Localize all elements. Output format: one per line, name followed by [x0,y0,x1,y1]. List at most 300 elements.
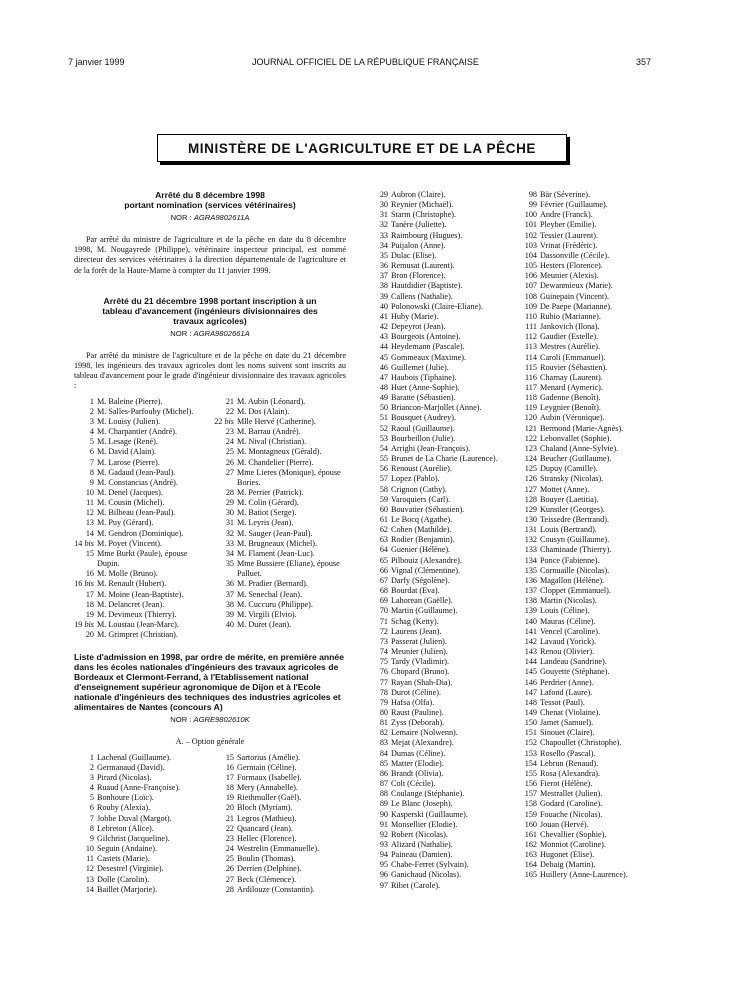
item-name: Aubin (Véronique). [540,413,605,423]
list-item [517,586,667,596]
list-item [74,600,206,610]
item-name: Février (Guillaume). [540,200,608,210]
list-item [74,508,206,518]
item-name: Seguin (Andaine). [97,844,158,854]
list-item [517,281,667,291]
item-name: Mejat (Alexandre). [391,738,454,748]
item-number: 146 [524,677,537,687]
list-item [517,830,667,840]
list-item [517,505,667,515]
item-number: 164 [524,860,537,870]
list-item [368,627,508,637]
list-item [214,518,346,528]
item-name: Heydemann (Pascale). [391,342,465,352]
item-name: Guinepain (Vincent). [540,291,610,301]
item-name: M. Gendron (Dominique). [97,528,184,538]
list-item [517,850,667,860]
item-number: 36 [379,261,388,271]
list-item [214,834,346,844]
item-name: Raoul (Guillaume). [391,423,455,433]
item-name: M. Louisy (Julien). [97,416,161,426]
list-item [517,342,667,352]
item-number: 13 [85,518,94,528]
item-number: 30 [379,200,388,210]
list-item [74,875,206,885]
list-item [517,556,667,566]
item-name: Perdrier (Anne). [540,677,594,687]
left-column [74,190,346,895]
item-name: Coulange (Stéphanie). [391,789,465,799]
item-number: 44 [379,342,388,352]
arrete1-title-line2: portant nomination (services vétérinaires) [124,200,296,210]
item-name: Vrinat (Frédéric). [540,240,598,250]
middle-column [368,190,508,891]
item-name: Gilchrist (Jacqueline). [97,833,170,843]
item-number: 101 [524,220,537,230]
list-item [368,403,508,413]
item-name: Cornuaille (Nicolas). [540,565,610,575]
list-item [368,292,508,302]
list-item [368,566,508,576]
list-item [368,332,508,342]
item-number: 45 [379,352,388,362]
item-number: 99 [528,200,537,210]
list-item [517,810,667,820]
list-item [368,353,508,363]
item-number: 74 [379,647,388,657]
item-number: 38 [379,281,388,291]
item-number: 95 [379,860,388,870]
item-number: 50 [379,403,388,413]
item-number: 92 [379,829,388,839]
item-name: M. Montagneux (Gérald). [237,447,322,457]
list-item [517,332,667,342]
item-number: 25 [225,854,234,864]
list-item [517,749,667,759]
item-name: Chaminade (Thierry). [540,545,612,555]
item-number: 154 [524,758,537,768]
list-item [368,728,508,738]
list-item [368,698,508,708]
list-item [368,779,508,789]
item-number: 108 [524,291,537,301]
item-name: M. Cuccuru (Philippe). [237,599,313,609]
list-item [368,840,508,850]
item-name: Le Blanc (Joseph). [391,799,453,809]
list-item [74,814,206,824]
item-number: 28 [225,884,234,894]
item-name: Ribet (Carole). [391,880,441,890]
item-name: Bouvatier (Sébastien). [391,504,465,514]
item-name: Mme Bussiere (Eliane), épouse Palluet. [237,559,340,579]
item-number: 66 [379,565,388,575]
header-date: 7 janvier 1999 [68,57,125,67]
list-item [368,738,508,748]
item-name: Hesters (Florence). [540,261,603,271]
item-name: Hellec (Florence). [237,833,297,843]
item-number: 137 [524,586,537,596]
list-item [214,579,346,589]
item-number: 82 [379,728,388,738]
arrete1-title-line1: Arrêté du 8 décembre 1998 [155,190,265,200]
list-item [368,434,508,444]
list-item [74,803,206,813]
nor-code: AGRA9802611A [193,213,250,222]
item-number: 37 [379,271,388,281]
item-number: 90 [379,809,388,819]
list-item [517,495,667,505]
list-item [517,454,667,464]
arrete2-list-a [74,397,206,641]
item-number: 115 [525,362,537,372]
item-number: 3 [89,416,94,426]
list-item [74,844,206,854]
list-item [368,200,508,210]
item-name: Charnay (Laurent). [540,372,603,382]
item-name: Chevallier (Sophie). [540,829,607,839]
item-number: 9 [89,833,94,843]
list-item [517,759,667,769]
list-item [74,549,206,569]
item-name: Lafond (Laure). [540,687,593,697]
item-number: 132 [524,535,537,545]
nor-code: AGRE9802610K [193,715,250,725]
list-item [214,814,346,824]
list-item [368,759,508,769]
item-number: 12 [85,864,94,874]
item-number: 131 [524,525,537,535]
item-name: Huby (Marie). [391,311,439,321]
list-item [74,610,206,620]
item-number: 103 [524,240,537,250]
list-item [214,783,346,793]
list-item [517,840,667,850]
item-name: M. Poyet (Vincent). [97,538,162,548]
item-number: 150 [524,718,537,728]
list-item [214,427,346,437]
item-name: Briancon-Marjollet (Anne). [391,403,482,413]
item-name: Bermond (Marie-Agnès). [540,423,624,433]
list-item [74,753,206,763]
list-item [517,769,667,779]
item-number: 135 [524,565,537,575]
item-number: 21 [225,813,234,823]
list-item [517,525,667,535]
item-number: 160 [524,819,537,829]
item-number: 136 [524,575,537,585]
list-item [517,789,667,799]
item-number: 117 [525,382,537,392]
item-number: 56 [379,464,388,474]
item-name: M. Baleine (Pierre). [97,396,163,406]
list-item [74,763,206,773]
item-name: De Paepe (Marianne). [540,301,613,311]
list-item [368,231,508,241]
item-name: Vignal (Clémentine). [391,565,461,575]
item-name: Formaux (Isabelle). [237,772,302,782]
item-name: Guenier (Hélène). [391,545,451,555]
item-number: 78 [379,687,388,697]
item-name: Varoquiers (Carl). [391,494,451,504]
item-number: 52 [379,423,388,433]
item-number: 31 [225,518,234,528]
item-number: 67 [379,575,388,585]
list-item [517,799,667,809]
list-item [368,667,508,677]
item-number: 159 [524,809,537,819]
liste-list-a [74,753,206,895]
list-item [368,383,508,393]
item-number: 13 [85,874,94,884]
item-name: Tanère (Juliette). [391,220,447,230]
item-number: 47 [379,372,388,382]
list-item [214,610,346,620]
item-name: Chabe-Ferret (Sylvain). [391,860,469,870]
item-name: M. Leyris (Jean). [237,518,294,528]
item-name: Beck (Clémence). [237,874,297,884]
item-number: 161 [524,829,537,839]
list-item [368,617,508,627]
nor-label: NOR : [170,328,192,338]
item-number: 7 [89,813,94,823]
item-name: Cohen (Mathilde). [391,525,452,535]
item-name: M. Batiot (Serge). [237,508,297,518]
list-item [517,647,667,657]
item-number: 153 [524,748,537,758]
item-name: Lachenal (Guillaume). [97,752,172,762]
liste-title: Liste d'admission en 1998, par ordre de mérite, en première année dans les écoles nationales d'ingénieurs des travaux agricoles de Bordeaux et Clermont-Ferrand, à l'Etablissement national d'enseignement supérieur agronomique de Dijon et à l'Ecole nationale d'ingénieurs des techniques des industries agricoles et alimentaires de Nantes (concours A) [74,652,344,713]
item-name: Bourdat (Eva). [391,586,440,596]
item-number: 20 [85,630,94,640]
list-item [368,749,508,759]
item-number: 133 [524,545,537,555]
item-number: 142 [524,636,537,646]
item-number: 33 [225,538,234,548]
item-name: M. Brugneaux (Michel). [237,538,318,548]
list-item [517,698,667,708]
item-number: 10 [85,844,94,854]
item-name: Legros (Mathieu). [237,813,297,823]
arrete2-title: Arrêté du 21 décembre 1998 portant inscription à un tableau d'avancement (ingénieurs divisionnaires des travaux agricoles) [102,295,318,326]
item-number: 51 [379,413,388,423]
item-name: M. Charpantier (André). [97,427,178,437]
item-name: Lahorean (Gaëlle). [391,596,453,606]
list-item [214,488,346,498]
list-item [517,413,667,423]
item-number: 112 [525,332,537,342]
item-name: Jamet (Samuel). [540,718,594,728]
list-item [517,403,667,413]
item-name: M. Aubin (Léonard). [237,396,306,406]
item-number: 126 [524,474,537,484]
list-item [517,210,667,220]
list-item [368,830,508,840]
item-name: Guillemet (Julie). [391,362,449,372]
item-name: Hafsa (Olfa). [391,697,435,707]
list-item [74,630,206,640]
item-name: Chopard (Bruno). [391,667,450,677]
item-number: 127 [524,484,537,494]
item-number: 120 [524,413,537,423]
item-name: Alizard (Nathalie). [391,840,453,849]
item-number: 35 [225,559,234,569]
item-number: 19 [85,609,94,619]
list-item [368,342,508,352]
item-name: Pilbouiz (Alexandre). [391,555,462,565]
liste-nor [74,715,346,725]
list-item [368,373,508,383]
list-item [517,576,667,586]
item-number: 26 [225,864,234,874]
list-item [517,200,667,210]
list-item [214,468,346,488]
list-item [517,312,667,322]
item-number: 15 [85,548,94,558]
item-number: 77 [379,677,388,687]
list-item [517,870,667,880]
list-item [74,783,206,793]
list-item [368,363,508,373]
list-item [517,271,667,281]
item-number: 32 [225,528,234,538]
list-item [368,241,508,251]
list-item [214,508,346,518]
item-number: 63 [379,535,388,545]
item-number: 121 [524,423,537,433]
list-item [517,231,667,241]
list-item [368,850,508,860]
item-name: Raimbourg (Hugues). [391,230,463,240]
list-item [74,569,206,579]
item-name: Callens (Nathalie). [391,291,453,301]
list-item [214,753,346,763]
item-name: Mestres (Aurélie). [540,342,601,352]
item-name: Tessier (Laurent). [540,230,599,240]
item-number: 33 [379,230,388,240]
list-item [214,407,346,417]
list-item [368,220,508,230]
item-name: Meunier (Julien). [391,647,448,657]
item-number: 38 [225,599,234,609]
list-item [368,505,508,515]
item-name: Andre (Franck). [540,210,593,220]
item-name: M. Senechal (Jean). [237,589,303,599]
list-item [74,529,206,539]
item-number: 15 [225,752,234,762]
item-number: 25 [225,447,234,457]
item-number: 4 [89,427,94,437]
header-title: JOURNAL OFFICIEL DE LA RÉPUBLIQUE FRANÇAISE [252,57,479,67]
item-number: 37 [225,589,234,599]
item-number: 80 [379,707,388,717]
item-name: Stransky (Nicolas). [540,474,604,484]
item-name: Brunet de La Charie (Laurence). [391,454,498,464]
item-number: 111 [525,322,537,332]
item-number: 43 [379,332,388,342]
list-item [517,708,667,718]
item-number: 134 [524,555,537,565]
list-item [368,515,508,525]
item-number: 144 [524,657,537,667]
item-name: Germain (Céline). [237,762,297,772]
item-name: Jobbe Duval (Margot). [97,813,172,823]
list-item [368,251,508,261]
item-number: 114 [525,352,537,362]
item-number: 113 [525,342,537,352]
list-item [368,860,508,870]
list-item [214,854,346,864]
item-name: Desestrel (Virginie). [97,864,164,874]
item-number: 5 [89,793,94,803]
list-item [74,885,206,895]
item-name: Renoust (Aurélie). [391,464,452,474]
item-number: 16 bis [74,579,94,589]
list-item [517,728,667,738]
list-item [368,545,508,555]
item-number: 53 [379,433,388,443]
arrete2-lists [74,397,346,641]
item-name: Lebreton (Alice). [97,823,154,833]
item-name: M. Duret (Jean). [237,620,292,629]
list-item [517,474,667,484]
item-name: Lopez (Pablo). [391,474,440,484]
list-item [517,667,667,677]
item-number: 1 [89,396,94,406]
item-number: 158 [524,799,537,809]
item-name: Raust (Pauline). [391,707,444,717]
item-number: 64 [379,545,388,555]
item-name: M. Dos (Alain). [237,406,290,416]
item-name: Menard (Aymeric). [540,382,603,392]
item-number: 39 [379,291,388,301]
item-name: Jouan (Hervé). [540,819,589,829]
list-item [368,495,508,505]
item-name: Starm (Christophe). [391,210,457,220]
item-name: Gouyette (Stéphane). [540,667,610,677]
list-item [368,789,508,799]
item-number: 11 [86,854,94,864]
list-item [368,281,508,291]
list-item [74,620,206,630]
list-item [517,820,667,830]
item-name: Remusat (Laurent). [391,261,455,271]
item-number: 11 [86,498,94,508]
item-name: M. Pradier (Bernard). [237,579,308,589]
item-name: Quancard (Jean). [237,823,293,833]
list-item [214,397,346,407]
list-item [517,779,667,789]
list-item [517,617,667,627]
item-number: 163 [524,850,537,860]
right-column [517,190,667,881]
item-name: Mme Lieres (Monique), épouse Bories. [237,467,341,487]
item-number: 107 [524,281,537,291]
list-item [74,793,206,803]
item-name: Cloppet (Emmanuel). [540,586,611,596]
item-name: Louis (Céline). [540,606,590,616]
list-item [368,210,508,220]
item-number: 17 [85,589,94,599]
item-number: 98 [528,190,537,199]
item-number: 109 [524,301,537,311]
item-name: Martin (Nicolas). [540,596,597,606]
item-number: 65 [379,555,388,565]
item-number: 19 bis [74,620,94,629]
item-name: Bron (Florence). [391,271,446,281]
item-name: Crignon (Cathy). [391,484,447,494]
item-number: 22 bis [214,416,234,426]
item-number: 49 [379,393,388,403]
